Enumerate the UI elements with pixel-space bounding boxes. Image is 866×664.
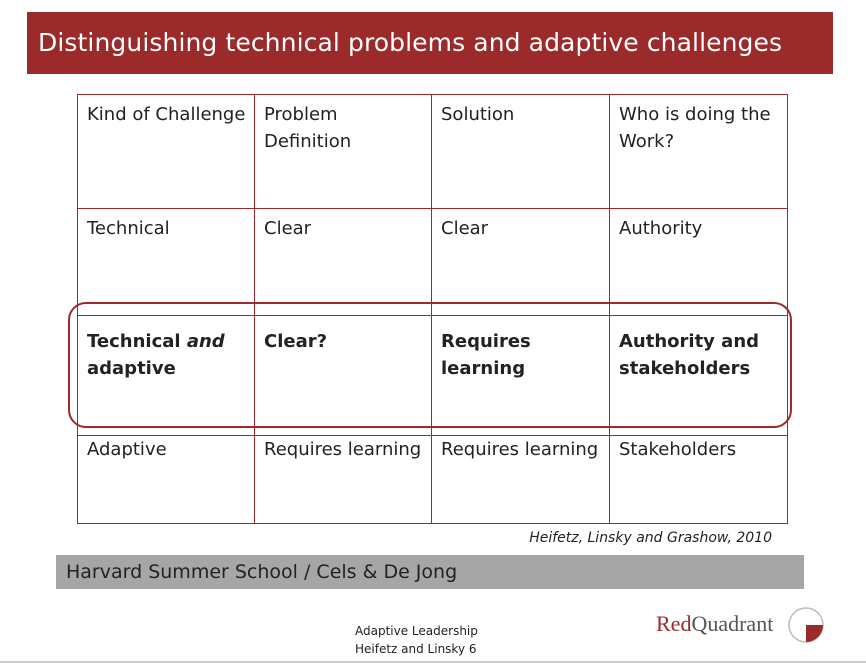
logo-text-red: Red <box>656 611 692 636</box>
table-cell: Authority and stakeholders <box>610 316 788 436</box>
footer-bar <box>56 555 804 589</box>
citation: Heifetz, Linsky and Grashow, 2010 <box>529 530 772 546</box>
header-cell: Who is doing the Work? <box>610 95 788 209</box>
table-cell: Requires learning <box>255 436 432 524</box>
caption-line: Adaptive Leadership <box>355 624 478 638</box>
table-cell: Clear <box>432 209 610 316</box>
table-cell: Authority <box>610 209 788 316</box>
logo-text-quadrant: Quadrant <box>691 611 774 636</box>
table-header-row <box>78 95 788 209</box>
table-row <box>78 436 788 524</box>
table-cell <box>78 316 255 436</box>
cell-text: adaptive <box>87 358 176 379</box>
table-cell: Stakeholders <box>610 436 788 524</box>
table-cell: Adaptive <box>78 436 255 524</box>
slide-title: Distinguishing technical problems and adaptive challenges <box>38 28 783 57</box>
logo <box>656 611 773 637</box>
table-cell: Clear <box>255 209 432 316</box>
bottom-rule <box>0 661 866 663</box>
table-cell: Requires learning <box>432 316 610 436</box>
table-cell: Technical <box>78 209 255 316</box>
table-cell: Clear? <box>255 316 432 436</box>
table-row <box>78 209 788 316</box>
challenge-table <box>77 94 788 524</box>
table-row-highlighted <box>78 316 788 436</box>
caption-line: Heifetz and Linsky 6 <box>355 642 477 656</box>
page-caption <box>355 622 478 658</box>
cell-emphasis: and <box>186 331 225 352</box>
cell-text: Technical <box>87 331 187 352</box>
header-cell: Problem Definition <box>255 95 432 209</box>
quadrant-circle-icon <box>786 605 826 645</box>
footer-text: Harvard Summer School / Cels & De Jong <box>66 561 458 583</box>
header-cell: Solution <box>432 95 610 209</box>
table-cell: Requires learning <box>432 436 610 524</box>
title-bar <box>27 12 833 74</box>
header-cell: Kind of Challenge <box>78 95 255 209</box>
